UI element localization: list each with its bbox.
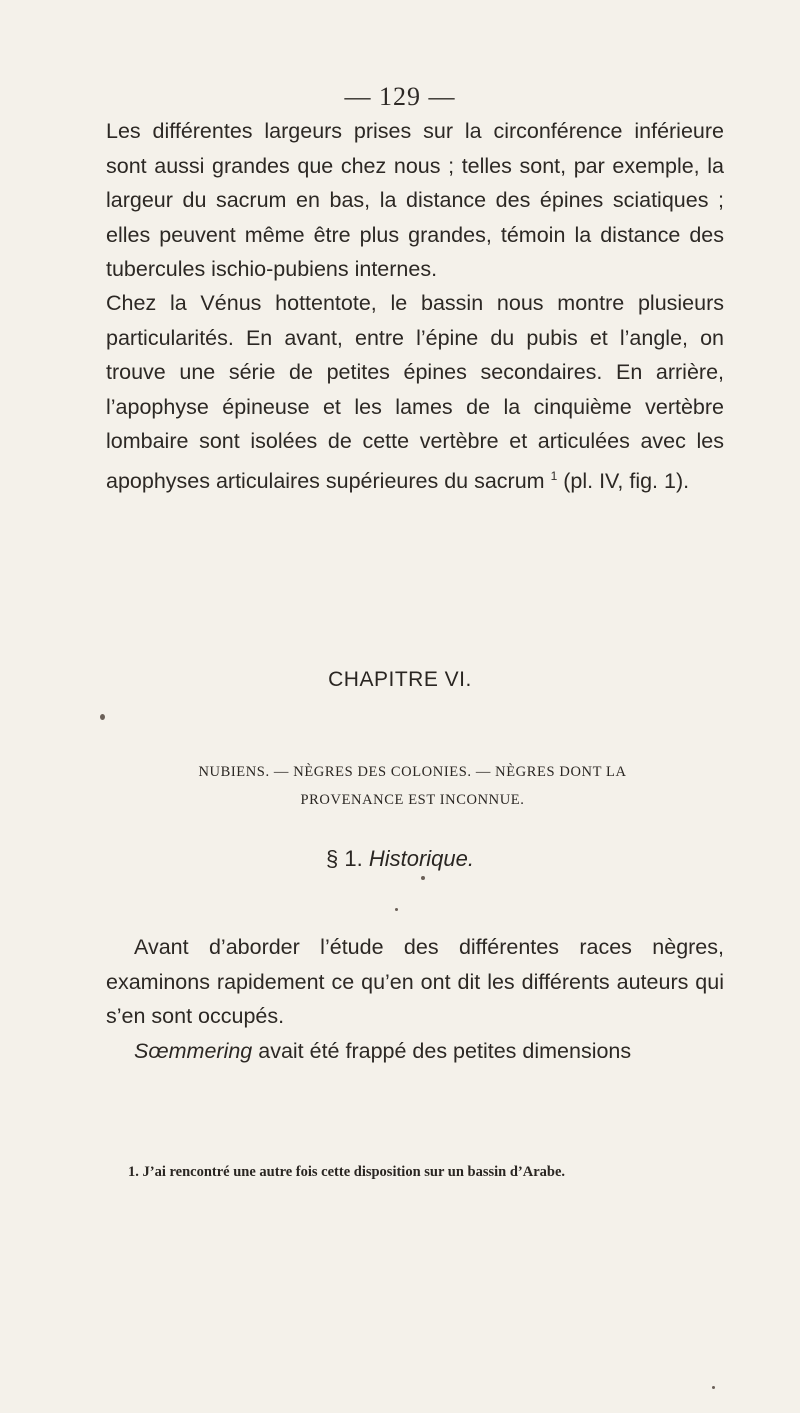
footnote-marker: 1. (128, 1164, 139, 1180)
paragraph-rest: avait été frappé des petites dimensions (252, 1038, 632, 1063)
chapter-title: CHAPITRE VI. (328, 668, 472, 691)
chapter-subtitle-line-1: NUBIENS. — NÈGRES DES COLONIES. — NÈGRES DONT LA (198, 764, 627, 780)
paragraph-pelvis-widths (106, 114, 724, 287)
author-name: Sœmmering (134, 1038, 253, 1063)
paragraph-text: Avant d’aborder l’étude des différentes races nègres, examinons rapidement ce qu’en ont dit les différents auteurs qui s’en sont occupés. (106, 935, 724, 1029)
paragraph-lead: Chez la Vénus hottentote, le bassin nous montre plusieurs particularités. En avant, entre l’épine du pubis et l’angle, on trouve une série de petites épines secondaires. En arrière, l’apophyse épineuse et les lames de la cinquième vertèbre lombaire sont isolées de cette vertèbre et articulées avec les apophyses articulaires supérieures du sacrum (106, 291, 724, 494)
paragraph-text (106, 286, 724, 499)
section-title: Historique. (368, 846, 474, 871)
footnote (106, 1161, 724, 1183)
page-number: — 129 — (344, 82, 456, 111)
chapter-subtitle (100, 758, 725, 814)
scan-speck (100, 714, 105, 720)
paragraph-text-soemmering (106, 1034, 724, 1069)
scan-speck (421, 876, 425, 880)
section-heading (0, 846, 800, 872)
section-number: § 1. (326, 846, 363, 871)
paragraph-text: Les différentes largeurs prises sur la circonférence inférieure sont aussi grandes que chez nous ; telles sont, par exemple, la largeur du sacrum en bas, la distance des épines sciatiques ; elles peuvent même être plus grandes, témoin la distance des tubercules ischio-pubiens internes. (106, 119, 724, 282)
paragraph-tail: (pl. IV, fig. 1). (557, 469, 690, 494)
footnote-body: J’ai rencontré une autre fois cette disposition sur un bassin d’Arabe. (142, 1164, 566, 1180)
footnote-reference: 1 (550, 468, 558, 483)
paragraph-historique (106, 930, 724, 1068)
scan-speck (712, 1386, 715, 1389)
footnote-text (106, 1161, 724, 1183)
scan-speck (395, 908, 398, 911)
paragraph-venus-hottentote (106, 286, 724, 499)
chapter-subtitle-line-2: PROVENANCE EST INCONNUE. (300, 792, 525, 808)
